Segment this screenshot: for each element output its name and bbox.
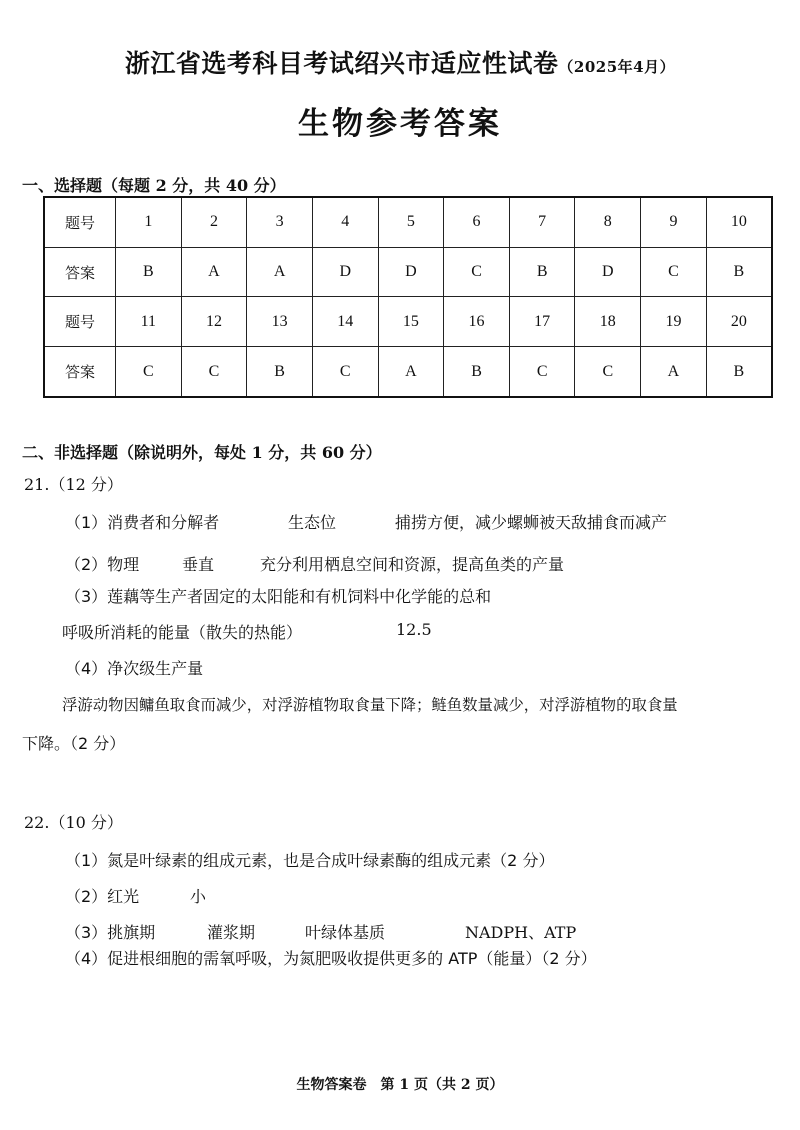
exam-date: （2025年4月） <box>558 58 676 76</box>
table-row-answers-1 <box>44 247 772 297</box>
q-answer: C <box>509 347 575 397</box>
q-number: 8 <box>575 197 641 247</box>
q-number: 19 <box>641 297 707 347</box>
q21-answer-3a: （3）莲藕等生产者固定的太阳能和有机饲料中化学能的总和 <box>65 587 492 606</box>
q-number: 5 <box>378 197 444 247</box>
q-answer: C <box>116 347 182 397</box>
q-answer: A <box>247 247 313 297</box>
q-number: 6 <box>444 197 510 247</box>
q21-answer-2a: （2）物理 <box>65 555 140 574</box>
q21-answer-4a: （4）净次级生产量 <box>65 659 204 678</box>
page-footer: 生物答案卷 第 1 页（共 2 页） <box>296 1077 504 1093</box>
row-label-number: 题号 <box>44 197 116 247</box>
q-answer: A <box>641 347 707 397</box>
page-subtitle: 生物参考答案 <box>298 106 502 142</box>
row-label-answer: 答案 <box>44 247 116 297</box>
q-answer: A <box>181 247 247 297</box>
q-number: 12 <box>181 297 247 347</box>
table-row-answers-2 <box>44 347 772 397</box>
q21-answer-1a: （1）消费者和分解者 <box>65 513 220 532</box>
q-number: 16 <box>444 297 510 347</box>
q-number: 20 <box>706 297 772 347</box>
q-answer: D <box>312 247 378 297</box>
q-number: 17 <box>509 297 575 347</box>
q-answer: D <box>378 247 444 297</box>
q22-answer-2a: （2）红光 <box>65 887 140 906</box>
q22-answer-3c: 叶绿体基质 <box>305 923 386 942</box>
q-answer: C <box>181 347 247 397</box>
q-answer: B <box>444 347 510 397</box>
q-answer: C <box>641 247 707 297</box>
q-answer: C <box>312 347 378 397</box>
q-number: 3 <box>247 197 313 247</box>
q22-answer-3d: NADPH、ATP <box>465 923 577 942</box>
q-number: 1 <box>116 197 182 247</box>
q21-answer-3b: 呼吸所消耗的能量（散失的热能） <box>62 623 303 642</box>
q22-answer-1: （1）氮是叶绿素的组成元素，也是合成叶绿素酶的组成元素（2 分） <box>65 851 555 870</box>
q-answer: B <box>247 347 313 397</box>
q-number: 18 <box>575 297 641 347</box>
q22-answer-4: （4）促进根细胞的需氧呼吸，为氮肥吸收提供更多的 ATP（能量）（2 分） <box>65 949 597 968</box>
section1-heading: 一、选择题（每题 2 分，共 40 分） <box>22 176 286 195</box>
q21-answer-1c: 捕捞方便，减少螺蛳被天敌捕食而减产 <box>395 513 668 532</box>
q-answer: B <box>706 247 772 297</box>
row-label-number: 题号 <box>44 297 116 347</box>
exam-title-text: 浙江省选考科目考试绍兴市适应性试卷 <box>124 49 559 78</box>
q-answer: B <box>509 247 575 297</box>
table-row-numbers-2 <box>44 297 772 347</box>
q22-answer-3a: （3）挑旗期 <box>65 923 156 942</box>
q-answer: B <box>116 247 182 297</box>
q-number: 10 <box>706 197 772 247</box>
q21-answer-2c: 充分利用栖息空间和资源，提高鱼类的产量 <box>260 555 565 574</box>
q22-title: 22.（10 分） <box>24 813 123 832</box>
q-number: 14 <box>312 297 378 347</box>
row-label-answer: 答案 <box>44 347 116 397</box>
q-number: 7 <box>509 197 575 247</box>
q-number: 13 <box>247 297 313 347</box>
q-number: 11 <box>116 297 182 347</box>
q-answer: B <box>706 347 772 397</box>
q21-title: 21.（12 分） <box>24 475 123 494</box>
q21-answer-4c: 下降。（2 分） <box>22 734 126 753</box>
exam-title <box>0 44 800 80</box>
section2-heading: 二、非选择题（除说明外，每处 1 分，共 60 分） <box>22 443 382 462</box>
table-row-numbers-1 <box>44 197 772 247</box>
q-answer: D <box>575 247 641 297</box>
q-number: 9 <box>641 197 707 247</box>
q-number: 4 <box>312 197 378 247</box>
q21-answer-1b: 生态位 <box>288 513 337 532</box>
answer-table <box>43 196 773 398</box>
q21-answer-4b: 浮游动物因鳙鱼取食而减少，对浮游植物取食量下降；鲢鱼数量减少，对浮游植物的取食量 <box>62 696 678 714</box>
q21-answer-2b: 垂直 <box>182 555 215 574</box>
q-answer: A <box>378 347 444 397</box>
q-answer: C <box>444 247 510 297</box>
q-number: 15 <box>378 297 444 347</box>
q22-answer-2b: 小 <box>190 887 207 906</box>
q-number: 2 <box>181 197 247 247</box>
q22-answer-3b: 灌浆期 <box>207 923 256 942</box>
q-answer: C <box>575 347 641 397</box>
q21-answer-3c: 12.5 <box>396 620 432 639</box>
